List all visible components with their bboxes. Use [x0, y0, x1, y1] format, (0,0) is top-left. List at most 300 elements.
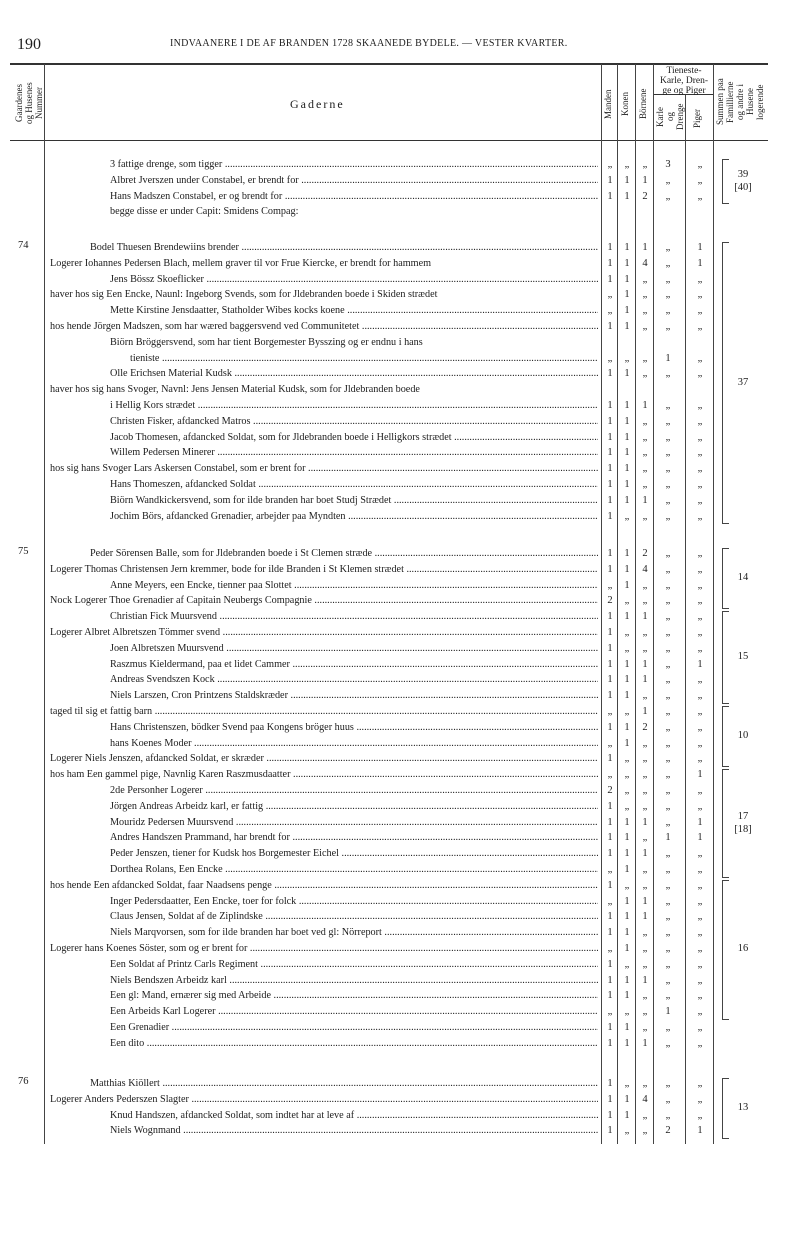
women-count: 1	[624, 289, 630, 301]
table-row	[0, 1036, 800, 1052]
servant-men-count: 2	[665, 1125, 671, 1137]
men-count: „	[607, 943, 613, 954]
servant-girls-count: „	[697, 1022, 703, 1033]
sum-bracket	[722, 611, 729, 704]
men-count: 1	[607, 642, 613, 654]
table-row	[0, 625, 800, 641]
family-sum: 10	[737, 730, 749, 742]
servant-men-count: „	[665, 911, 671, 923]
women-count: 1	[624, 690, 630, 702]
women-count: 1	[624, 479, 630, 490]
women-count: 1	[624, 1022, 630, 1033]
resident-entry: Inger Pedersdaatter, Een Encke, toer for folck .....	[110, 894, 598, 910]
resident-entry: Niels Wognmand .....	[110, 1123, 598, 1139]
resident-entry: Logerer Niels Jenszen, afdancked Soldat, er skræder .....	[50, 751, 598, 767]
servant-girls-count: „	[697, 958, 703, 970]
children-count: „	[642, 958, 648, 970]
resident-entry: Claus Jensen, Soldat af de Ziplindske .....	[110, 909, 598, 925]
resident-entry: haver hos sig Een Encke, Naunl: Ingeborg Svends, som for Jldebranden boede i Skiden strædet	[50, 289, 438, 301]
resident-entry: Een Arbeids Karl Logerer .....	[110, 1004, 598, 1020]
table-row	[0, 461, 800, 477]
servant-men-count: „	[665, 595, 671, 607]
servant-girls-count: 1	[697, 769, 703, 781]
table-row	[0, 303, 800, 319]
servant-girls-count: „	[697, 463, 703, 475]
servant-men-count: „	[665, 510, 671, 522]
servant-girls-count: „	[697, 1006, 703, 1018]
servant-men-count: „	[665, 431, 671, 443]
table-row	[0, 319, 800, 335]
resident-entry: Niels Marqvorsen, som for ilde branden har boet ved gl: Nörreport .....	[110, 925, 598, 941]
resident-entry: Christian Fick Muursvend .....	[110, 609, 598, 625]
resident-entry: Logerer hans Koenes Söster, som og er brent for .....	[50, 941, 598, 957]
servant-men-count: „	[665, 174, 671, 186]
servant-men-count: „	[665, 974, 671, 986]
table-row	[0, 609, 800, 625]
women-count: 1	[624, 816, 630, 828]
table-top-rule	[10, 63, 768, 65]
servant-men-count: „	[665, 848, 671, 860]
servant-girls-count: „	[697, 674, 703, 686]
servant-men-count: „	[665, 690, 671, 702]
women-count: „	[624, 642, 630, 654]
servant-men-count: „	[665, 958, 671, 970]
servant-girls-count: „	[697, 431, 703, 443]
women-count: 1	[624, 1093, 630, 1105]
table-row	[0, 562, 800, 578]
servant-men-count: „	[665, 1037, 671, 1049]
servant-girls-count: „	[697, 289, 703, 301]
women-count: „	[624, 958, 630, 970]
children-count: „	[642, 1109, 648, 1121]
servant-girls-count: „	[697, 690, 703, 702]
servant-men-count: „	[665, 674, 671, 686]
table-row	[0, 688, 800, 704]
servant-men-count: „	[665, 769, 671, 781]
children-count: 1	[642, 706, 648, 717]
children-count: „	[642, 1125, 648, 1137]
men-count: 1	[607, 658, 613, 670]
servant-men-count: „	[665, 479, 671, 490]
servant-men-count: „	[665, 895, 671, 907]
table-row	[0, 173, 800, 189]
men-count: 1	[607, 690, 613, 702]
house-number: 74	[18, 240, 29, 251]
servant-men-count: „	[665, 785, 671, 796]
servant-men-count: „	[665, 943, 671, 954]
table-row	[0, 477, 800, 493]
women-count: 1	[624, 974, 630, 986]
children-count: 1	[642, 674, 648, 686]
servant-men-count: „	[665, 321, 671, 332]
table-row	[0, 846, 800, 862]
servant-men-count: „	[665, 273, 671, 285]
men-count: 1	[607, 174, 613, 186]
servant-girls-count: „	[697, 785, 703, 796]
servant-men-count: „	[665, 1078, 671, 1089]
men-count: 1	[607, 800, 613, 812]
children-count: „	[642, 1022, 648, 1033]
servant-men-count: „	[665, 879, 671, 891]
men-count: 1	[607, 611, 613, 623]
servant-girls-count: „	[697, 642, 703, 654]
men-count: 1	[607, 563, 613, 575]
servant-girls-count: „	[697, 447, 703, 459]
women-count: 1	[624, 848, 630, 860]
children-count: „	[642, 864, 648, 875]
children-count: 4	[642, 1093, 648, 1105]
servant-girls-count: „	[697, 848, 703, 860]
header-servants-girls: Piger	[692, 109, 702, 129]
men-count: 1	[607, 510, 613, 522]
resident-entry: Bodel Thuesen Brendewiins brender .....	[90, 240, 598, 256]
servant-men-count: „	[665, 305, 671, 317]
table-row	[0, 657, 800, 673]
table-row	[0, 815, 800, 831]
children-count: „	[642, 159, 648, 170]
women-count: „	[624, 1078, 630, 1089]
servant-girls-count: „	[697, 911, 703, 923]
servant-men-count: „	[665, 563, 671, 575]
servant-girls-count: „	[697, 990, 703, 1002]
header-servants-men: Karle og Drenge	[655, 103, 685, 131]
children-count: „	[642, 431, 648, 443]
servant-men-count: „	[665, 1109, 671, 1121]
resident-entry: Andreas Svendszen Kock .....	[110, 672, 598, 688]
servant-girls-count: „	[697, 273, 703, 285]
children-count: „	[642, 832, 648, 844]
children-count: „	[642, 753, 648, 765]
sum-bracket	[722, 706, 729, 767]
servant-girls-count: 1	[697, 658, 703, 670]
children-count: 1	[642, 911, 648, 923]
resident-entry: Matthias Kiöllert .....	[90, 1076, 598, 1092]
women-count: „	[624, 785, 630, 796]
children-count: „	[642, 943, 648, 954]
servant-men-count: „	[665, 289, 671, 301]
servant-men-count: „	[665, 368, 671, 380]
header-number: Gaardenes og Husenes Nummer	[14, 82, 44, 124]
servant-men-count: „	[665, 415, 671, 427]
servant-men-count: „	[665, 257, 671, 269]
table-row	[0, 509, 800, 525]
table-row	[0, 799, 800, 815]
men-count: 1	[607, 479, 613, 490]
table-row	[0, 1123, 800, 1139]
resident-entry: Christen Fisker, afdancked Matros .....	[110, 414, 598, 430]
resident-entry: Jens Bössz Skoeflicker .....	[110, 272, 598, 288]
men-count: 1	[607, 463, 613, 475]
men-count: „	[607, 579, 613, 591]
resident-entry: Joen Albretszen Muursvend .....	[110, 641, 598, 657]
family-sum: 39 [40]	[734, 168, 752, 193]
women-count: 1	[624, 273, 630, 285]
sum-bracket	[722, 159, 729, 204]
servant-girls-count: „	[697, 494, 703, 506]
servant-men-count: „	[665, 737, 671, 749]
table-row	[0, 862, 800, 878]
header-servants-group: Tieneste- Karle, Dren- ge og Piger	[659, 66, 708, 96]
women-count: „	[624, 769, 630, 781]
table-row	[0, 909, 800, 925]
table-row	[0, 720, 800, 736]
family-sum: 13	[737, 1102, 749, 1114]
resident-entry: Een gl: Mand, ernærer sig med Arbeide .....	[110, 988, 598, 1004]
servant-girls-count: 1	[697, 257, 703, 269]
servant-girls-count: „	[697, 415, 703, 427]
resident-entry: Hans Thomeszen, afdancked Soldat .....	[110, 477, 598, 493]
women-count: 1	[624, 895, 630, 907]
men-count: „	[607, 864, 613, 875]
resident-entry: tieniste .....	[130, 351, 598, 367]
table-row	[0, 783, 800, 799]
women-count: 1	[624, 463, 630, 475]
servant-men-count: „	[665, 190, 671, 202]
men-count: 1	[607, 1125, 613, 1137]
children-count: „	[642, 737, 648, 749]
servant-men-count: „	[665, 990, 671, 1002]
women-count: 1	[624, 927, 630, 939]
children-count: „	[642, 642, 648, 654]
resident-entry: hos hende Jörgen Madszen, som har wæred baggersvend ved Communitetet .....	[50, 319, 598, 335]
servant-men-count: „	[665, 864, 671, 875]
children-count: „	[642, 879, 648, 891]
table-row	[0, 1092, 800, 1108]
women-count: 1	[624, 305, 630, 317]
resident-entry: hos sig hans Svoger Lars Askersen Constabel, som er brent for .....	[50, 461, 598, 477]
men-count: „	[607, 289, 613, 301]
table-row	[0, 1020, 800, 1036]
servant-men-count: 1	[665, 1006, 671, 1018]
servant-girls-count: „	[697, 1109, 703, 1121]
men-count: „	[607, 895, 613, 907]
table-row	[0, 878, 800, 894]
children-count: 2	[642, 721, 648, 733]
servant-men-count: „	[665, 927, 671, 939]
children-count: 4	[642, 257, 648, 269]
resident-entry: Biörn Wandkickersvend, som for ilde branden har boet Studj Strædet .....	[110, 493, 598, 509]
table-row	[0, 204, 800, 220]
men-count: 1	[607, 816, 613, 828]
men-count: 1	[607, 848, 613, 860]
men-count: 1	[607, 911, 613, 923]
servant-girls-count: „	[697, 1093, 703, 1105]
women-count: 1	[624, 548, 630, 559]
women-count: „	[624, 1006, 630, 1018]
servant-girls-count: 1	[697, 816, 703, 828]
resident-entry: Olle Erichsen Material Kudsk .....	[110, 366, 598, 382]
resident-entry: Andres Handszen Prammand, har brendt for .....	[110, 830, 598, 846]
sum-bracket	[722, 242, 729, 524]
servant-girls-count: „	[697, 943, 703, 954]
servant-girls-count: „	[697, 879, 703, 891]
women-count: 1	[624, 990, 630, 1002]
table-row	[0, 830, 800, 846]
servant-girls-count: „	[697, 611, 703, 623]
women-count: 1	[624, 579, 630, 591]
servant-men-count: „	[665, 658, 671, 670]
table-row	[0, 957, 800, 973]
resident-entry: Jacob Thomesen, afdancked Soldat, som for Jldebranden boede i Helligkors strædet .....	[110, 430, 598, 446]
house-number: 76	[18, 1076, 29, 1087]
children-count: „	[642, 415, 648, 427]
table-row	[0, 941, 800, 957]
women-count: 1	[624, 563, 630, 575]
resident-entry: 3 fattige drenge, som tigger .....	[110, 157, 598, 173]
family-sum: 15	[737, 651, 749, 663]
men-count: 1	[607, 832, 613, 844]
children-count: „	[642, 463, 648, 475]
children-count: „	[642, 595, 648, 607]
men-count: 1	[607, 627, 613, 638]
resident-entry: Mette Kirstine Jensdaatter, Statholder Wibes kocks koene .....	[110, 303, 598, 319]
children-count: „	[642, 305, 648, 317]
header-children: Börnene	[638, 88, 648, 120]
children-count: „	[642, 785, 648, 796]
women-count: „	[624, 595, 630, 607]
men-count: 1	[607, 415, 613, 427]
resident-entry: Willem Pedersen Minerer .....	[110, 445, 598, 461]
servant-men-count: 1	[665, 352, 671, 364]
table-row	[0, 925, 800, 941]
resident-entry: Biörn Bröggersvend, som har tient Borgemester Bysszing og er endnu i hans	[110, 336, 423, 348]
servant-men-count: „	[665, 400, 671, 411]
men-count: 1	[607, 400, 613, 411]
men-count: 1	[607, 1109, 613, 1121]
children-count: „	[642, 579, 648, 591]
servant-men-count: „	[665, 463, 671, 475]
table-row	[0, 546, 800, 562]
resident-entry: Logerer Iohannes Pedersen Blach, mellem graver til vor Frue Kiercke, er brendt for hammem	[50, 257, 432, 269]
resident-entry: Een dito .....	[110, 1036, 598, 1052]
resident-entry: Jochim Börs, afdancked Grenadier, arbejder paa Myndten .....	[110, 509, 598, 525]
resident-entry: Hans Madszen Constabel, er og brendt for .....	[110, 189, 598, 205]
women-count: 1	[624, 864, 630, 875]
women-count: 1	[624, 611, 630, 623]
servant-girls-count: „	[697, 479, 703, 490]
servant-girls-count: „	[697, 927, 703, 939]
children-count: „	[642, 510, 648, 522]
women-count: 1	[624, 400, 630, 411]
children-count: „	[642, 273, 648, 285]
women-count: „	[624, 159, 630, 170]
men-count: 1	[607, 548, 613, 559]
women-count: 1	[624, 447, 630, 459]
table-row	[0, 414, 800, 430]
table-row	[0, 894, 800, 910]
table-row	[0, 751, 800, 767]
servant-girls-count: „	[697, 737, 703, 749]
table-row	[0, 493, 800, 509]
resident-entry: Peder Jenszen, tiener for Kudsk hos Borgemester Eichel .....	[110, 846, 598, 862]
sum-bracket	[722, 548, 729, 609]
servant-girls-count: „	[697, 800, 703, 812]
resident-entry: Raszmus Kieldermand, paa et lidet Cammer .....	[110, 657, 598, 673]
servant-girls-count: „	[697, 321, 703, 332]
servant-girls-count: „	[697, 895, 703, 907]
servant-girls-count: „	[697, 706, 703, 717]
children-count: 1	[642, 611, 648, 623]
resident-entry: Mouridz Pedersen Muursvend .....	[110, 815, 598, 831]
header-men: Manden	[603, 89, 613, 119]
resident-entry: Een Grenadier .....	[110, 1020, 598, 1036]
servant-girls-count: „	[697, 563, 703, 575]
servant-men-count: „	[665, 706, 671, 717]
servant-girls-count: „	[697, 721, 703, 733]
sum-bracket	[722, 880, 729, 1020]
men-count: 1	[607, 990, 613, 1002]
men-count: „	[607, 737, 613, 749]
children-count: „	[642, 627, 648, 638]
men-count: 1	[607, 1037, 613, 1049]
table-row	[0, 736, 800, 752]
servant-girls-count: „	[697, 753, 703, 765]
women-count: 1	[624, 1037, 630, 1049]
women-count: 1	[624, 943, 630, 954]
servant-girls-count: 1	[697, 832, 703, 844]
children-count: „	[642, 927, 648, 939]
women-count: „	[624, 706, 630, 717]
servant-men-count: „	[665, 242, 671, 253]
table-row	[0, 445, 800, 461]
resident-entry: Anne Meyers, een Encke, tienner paa Slottet .....	[110, 578, 598, 594]
resident-entry: Albret Jverszen under Constabel, er brendt for .....	[110, 173, 598, 189]
family-sum: 17 [18]	[734, 810, 752, 835]
women-count: „	[624, 753, 630, 765]
women-count: 1	[624, 368, 630, 380]
resident-entry: Logerer Thomas Christensen Jern kremmer, bode for ilde Branden i St Klemen strædet .....	[50, 562, 598, 578]
servant-girls-count: „	[697, 548, 703, 559]
servant-men-count: 1	[665, 832, 671, 844]
servant-girls-count: „	[697, 974, 703, 986]
servant-men-count: „	[665, 800, 671, 812]
resident-entry: begge disse er under Capit: Smidens Compag:	[110, 206, 299, 218]
table-row	[0, 382, 800, 398]
children-count: 1	[642, 242, 648, 253]
children-count: „	[642, 352, 648, 364]
resident-entry: Jörgen Andreas Arbeidz karl, er fattig .....	[110, 799, 598, 815]
children-count: 4	[642, 563, 648, 575]
servant-girls-count: „	[697, 305, 703, 317]
men-count: „	[607, 1006, 613, 1018]
servant-girls-count: „	[697, 595, 703, 607]
servant-men-count: „	[665, 548, 671, 559]
resident-entry: Logerer Albret Albretszen Tömmer svend .....	[50, 625, 598, 641]
men-count: 1	[607, 242, 613, 253]
table-row	[0, 240, 800, 256]
men-count: 1	[607, 431, 613, 443]
servant-girls-count: „	[697, 174, 703, 186]
women-count: 1	[624, 911, 630, 923]
resident-entry: 2de Personher Logerer .....	[110, 783, 598, 799]
table-row	[0, 189, 800, 205]
sum-bracket	[722, 1078, 729, 1139]
house-number: 75	[18, 546, 29, 557]
children-count: 2	[642, 548, 648, 559]
children-count: 1	[642, 400, 648, 411]
servant-girls-count: „	[697, 159, 703, 170]
servant-men-count: „	[665, 753, 671, 765]
servant-men-count: 3	[665, 159, 671, 170]
table-row	[0, 287, 800, 303]
men-count: 1	[607, 1022, 613, 1033]
servant-girls-count: „	[697, 352, 703, 364]
table-row	[0, 335, 800, 351]
table-row	[0, 641, 800, 657]
table-row	[0, 767, 800, 783]
men-count: 1	[607, 1078, 613, 1089]
men-count: 1	[607, 1093, 613, 1105]
